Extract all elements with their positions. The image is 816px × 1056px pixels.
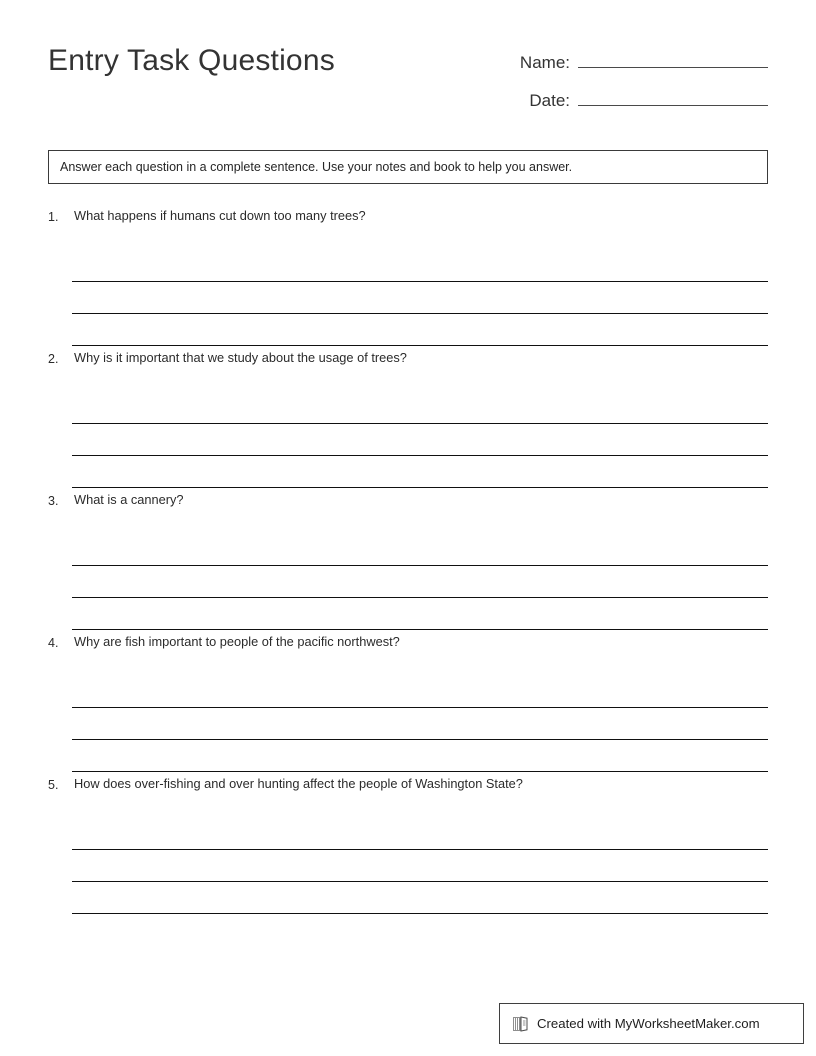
question-number: 1. — [48, 210, 59, 224]
question-number: 5. — [48, 778, 59, 792]
questions-list — [48, 208, 768, 918]
worksheet-maker-logo-icon — [512, 1015, 530, 1033]
question-text: What is a cannery? — [74, 492, 184, 507]
answer-line[interactable] — [72, 250, 768, 282]
answer-line[interactable] — [72, 676, 768, 708]
instruction-box — [48, 150, 768, 184]
answer-line[interactable] — [72, 818, 768, 850]
answer-line[interactable] — [72, 314, 768, 346]
name-field-label: Name: — [519, 53, 570, 72]
question-item — [48, 776, 768, 918]
answer-line[interactable] — [72, 456, 768, 488]
date-field-row — [506, 86, 768, 124]
name-field-row — [506, 48, 768, 86]
date-field-label: Date: — [529, 91, 570, 110]
question-text: Why are fish important to people of the pacific northwest? — [74, 634, 400, 649]
name-input[interactable] — [578, 48, 768, 68]
page-title: Entry Task Questions — [48, 44, 335, 77]
answer-area[interactable] — [72, 250, 768, 346]
question-number: 3. — [48, 494, 59, 508]
question-number: 4. — [48, 636, 59, 650]
question-heading — [48, 634, 768, 651]
answer-area[interactable] — [72, 392, 768, 488]
name-date-fields — [506, 48, 768, 124]
answer-area[interactable] — [72, 534, 768, 630]
question-text: How does over-fishing and over hunting affect the people of Washington State? — [74, 776, 523, 791]
footer-credit-text: Created with MyWorksheetMaker.com — [537, 1016, 760, 1031]
question-item — [48, 634, 768, 776]
question-heading — [48, 492, 768, 509]
question-number: 2. — [48, 352, 59, 366]
answer-area[interactable] — [72, 818, 768, 914]
footer-credit-badge[interactable] — [499, 1003, 804, 1044]
question-heading — [48, 776, 768, 793]
question-item — [48, 208, 768, 350]
question-text: What happens if humans cut down too many trees? — [74, 208, 366, 223]
answer-line[interactable] — [72, 424, 768, 456]
question-heading — [48, 208, 768, 225]
answer-line[interactable] — [72, 534, 768, 566]
worksheet-header — [48, 44, 768, 122]
answer-line[interactable] — [72, 708, 768, 740]
answer-line[interactable] — [72, 392, 768, 424]
question-item — [48, 350, 768, 492]
question-item — [48, 492, 768, 634]
instruction-text: Answer each question in a complete sentence. Use your notes and book to help you answer. — [60, 159, 573, 174]
answer-line[interactable] — [72, 850, 768, 882]
answer-line[interactable] — [72, 740, 768, 772]
answer-line[interactable] — [72, 598, 768, 630]
answer-line[interactable] — [72, 566, 768, 598]
answer-line[interactable] — [72, 282, 768, 314]
answer-area[interactable] — [72, 676, 768, 772]
date-input[interactable] — [578, 86, 768, 106]
question-heading — [48, 350, 768, 367]
answer-line[interactable] — [72, 882, 768, 914]
question-text: Why is it important that we study about the usage of trees? — [74, 350, 407, 365]
